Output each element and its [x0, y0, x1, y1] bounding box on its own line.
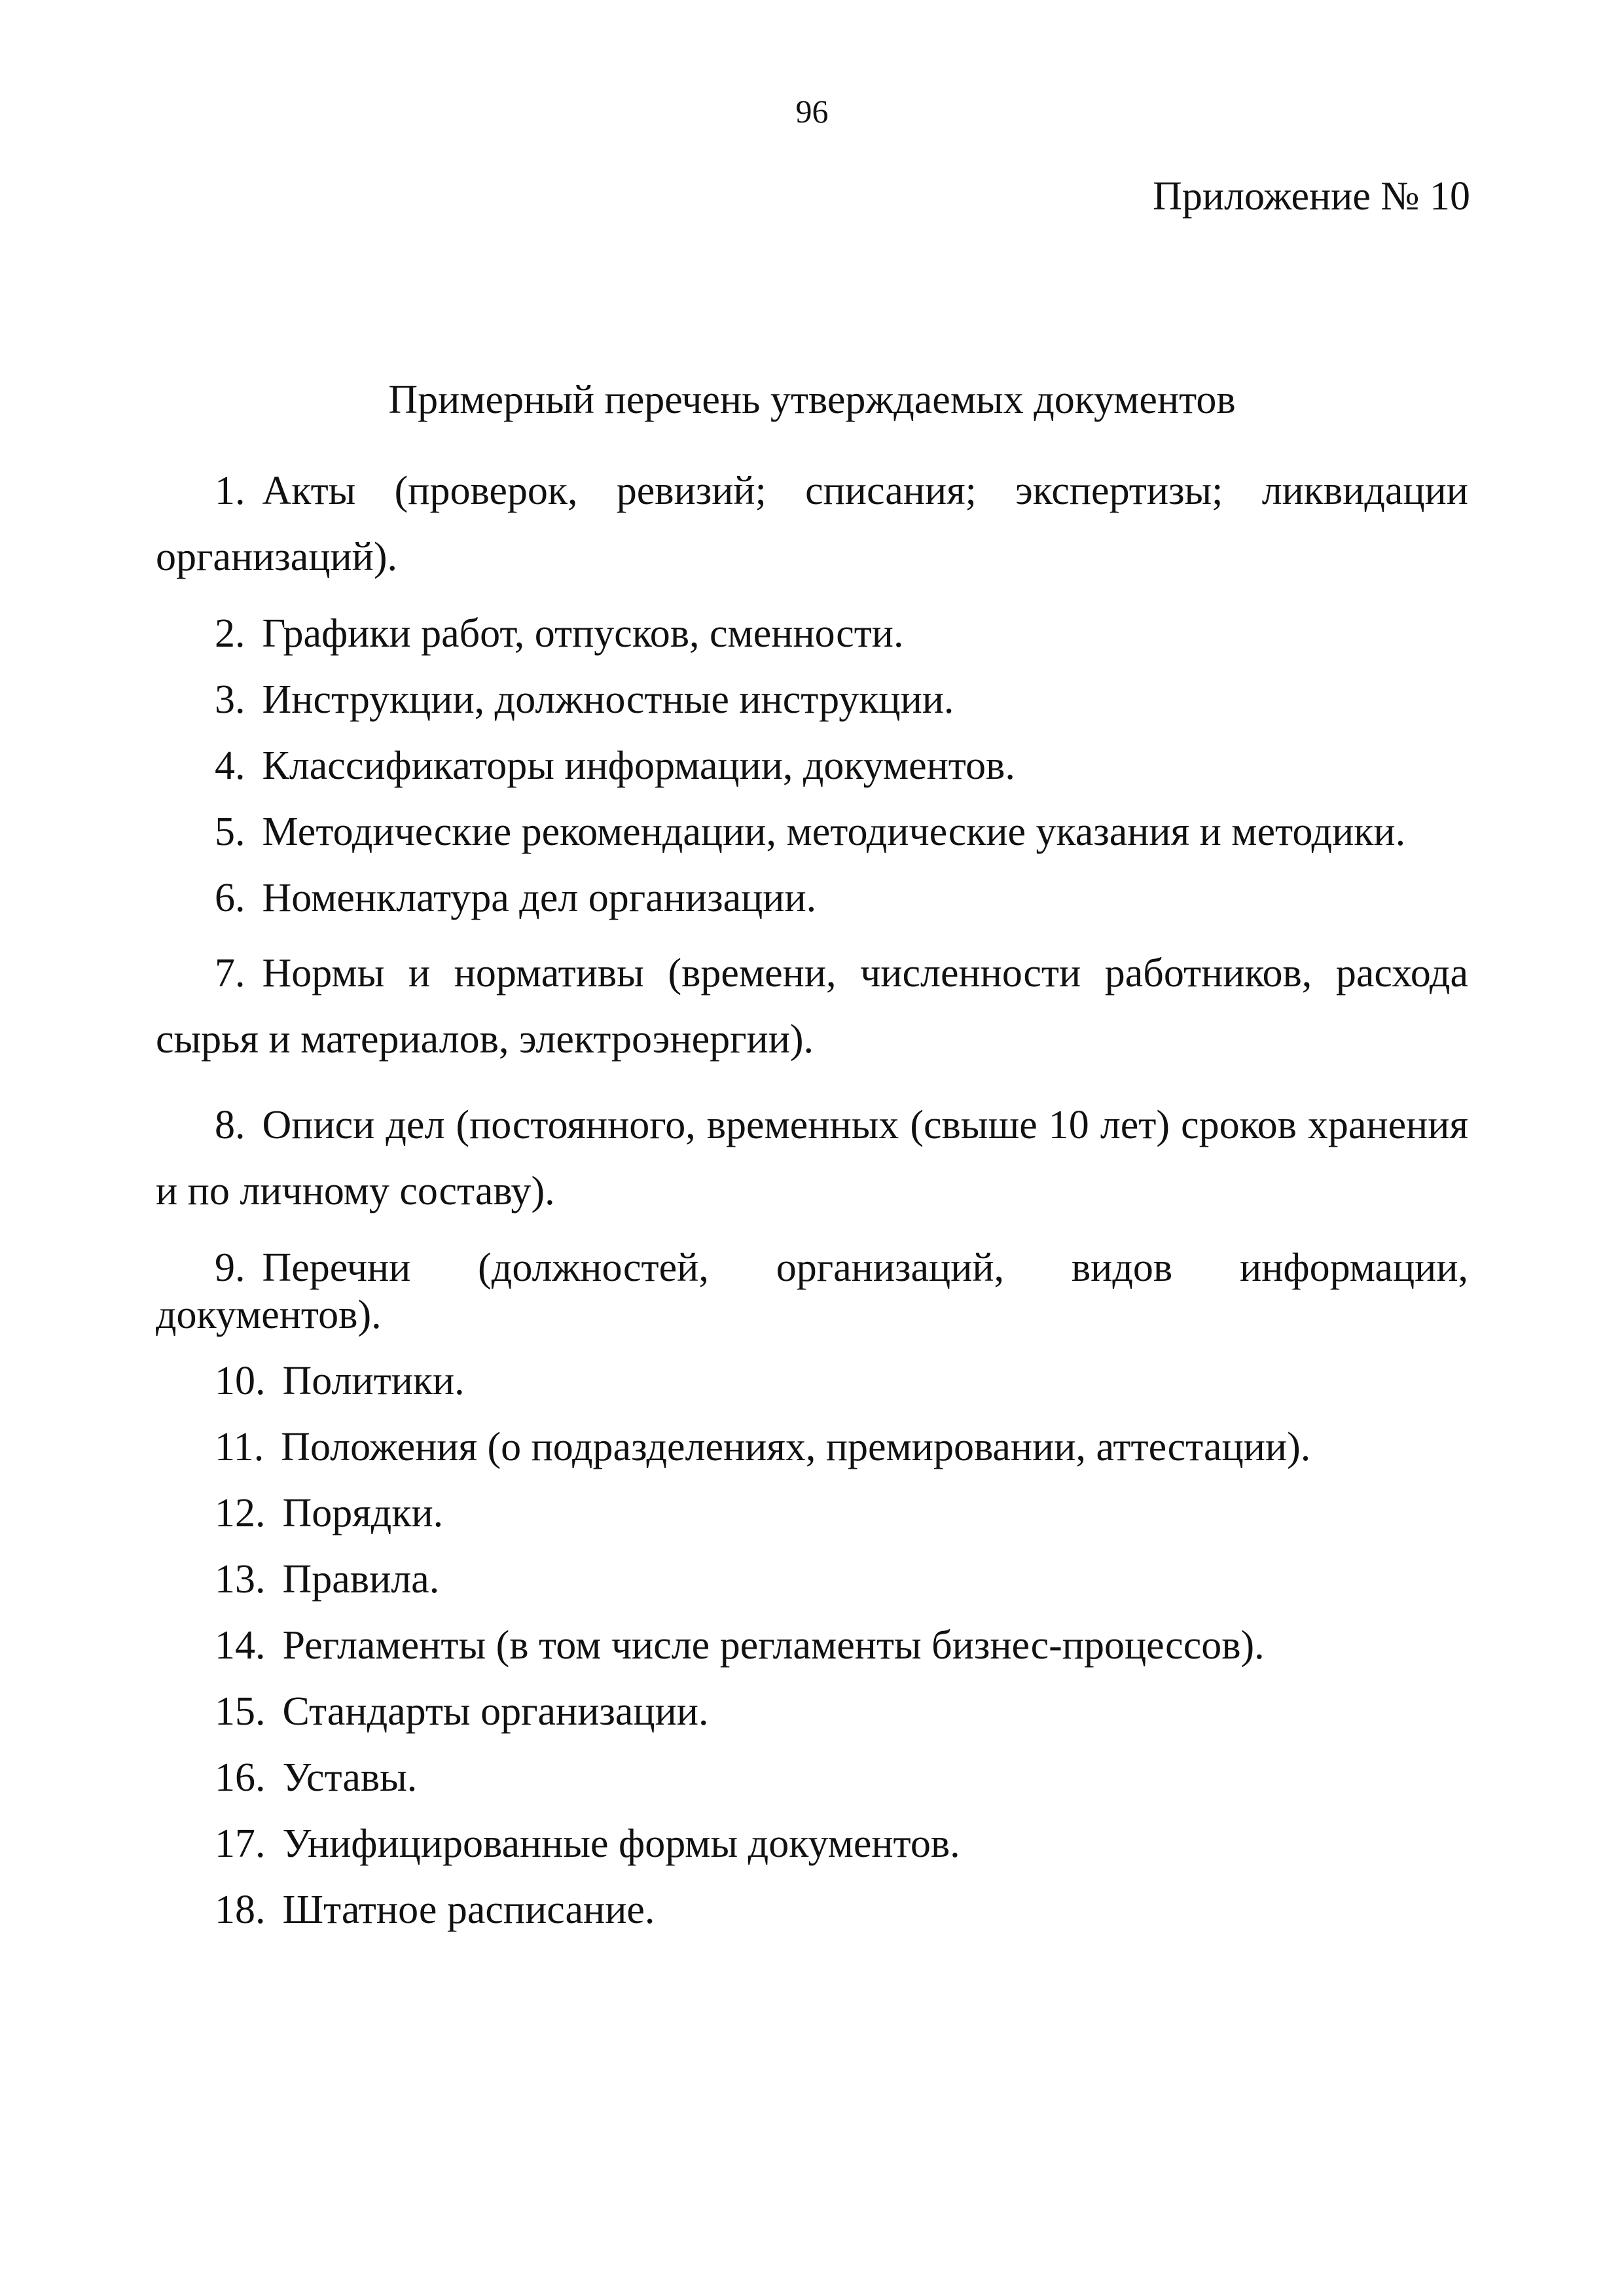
list-item	[156, 1754, 1468, 1801]
list-item-text: Унифицированные формы документов.	[282, 1821, 960, 1866]
list-item	[156, 1424, 1468, 1471]
list-item-number: 2.	[215, 611, 245, 656]
list-item	[156, 1820, 1468, 1867]
list-item-number: 18.	[215, 1888, 266, 1932]
list-item-number: 12.	[215, 1491, 266, 1535]
page-number: 96	[795, 93, 829, 130]
list-item-number: 9.	[215, 1246, 245, 1290]
list-item-text: Номенклатура дел организации.	[262, 876, 817, 920]
list-item	[156, 1886, 1468, 1933]
list-item-text: Уставы.	[282, 1755, 418, 1800]
list-item	[156, 1092, 1468, 1225]
list-item-text: Описи дел (постоянного, временных (свыше 10 лет) сроков хранения и по личному составу).	[156, 1103, 1468, 1213]
list-item-number: 6.	[215, 876, 245, 920]
list-item-text: Регламенты (в том числе регламенты бизнес-процессов).	[282, 1623, 1265, 1668]
list-item-text: Методические рекомендации, методические указания и методики.	[262, 810, 1406, 854]
list-item	[156, 610, 1468, 657]
list-item	[156, 742, 1468, 789]
list-item-text: Порядки.	[282, 1491, 444, 1535]
list-item	[156, 1244, 1468, 1338]
list-item	[156, 1357, 1468, 1405]
list-item-text: Положения (о подразделениях, премировании, аттестации).	[281, 1425, 1311, 1469]
list-item-text: Штатное расписание.	[282, 1888, 655, 1932]
list-item-number: 1.	[215, 469, 245, 513]
list-item-number: 15.	[215, 1689, 266, 1734]
list-item	[156, 676, 1468, 723]
list-item-number: 8.	[215, 1103, 245, 1147]
list-item-text: Инструкции, должностные инструкции.	[262, 677, 954, 722]
list-item	[156, 1688, 1468, 1735]
document-title: Примерный перечень утверждаемых документов	[388, 378, 1236, 422]
list-item	[156, 458, 1468, 590]
list-item-number: 16.	[215, 1755, 266, 1800]
list-item-text: Стандарты организации.	[282, 1689, 709, 1734]
list-item-number: 4.	[215, 744, 245, 788]
list-item	[156, 1556, 1468, 1603]
list-item-number: 7.	[215, 951, 245, 996]
list-item	[156, 1622, 1468, 1669]
list-item	[156, 941, 1468, 1073]
documents-list	[156, 458, 1468, 1952]
list-item-number: 11.	[215, 1425, 264, 1469]
list-item	[156, 1490, 1468, 1537]
list-item-text: Нормы и нормативы (времени, численности работников, расхода сырья и материалов, электроэнергии).	[156, 951, 1468, 1062]
list-item-text: Графики работ, отпусков, сменности.	[262, 611, 904, 656]
appendix-label: Приложение № 10	[1153, 174, 1470, 219]
list-item-text: Правила.	[282, 1557, 440, 1602]
list-item-number: 5.	[215, 810, 245, 854]
list-item-number: 13.	[215, 1557, 266, 1602]
list-item-text: Акты (проверок, ревизий; списания; экспертизы; ликвидации организаций).	[156, 469, 1468, 579]
list-item-number: 14.	[215, 1623, 266, 1668]
list-item-number: 3.	[215, 677, 245, 722]
list-item-text: Перечни (должностей, организаций, видов информации, документов).	[156, 1246, 1468, 1337]
list-item	[156, 874, 1468, 922]
list-item	[156, 808, 1468, 855]
list-item-number: 17.	[215, 1821, 266, 1866]
list-item-number: 10.	[215, 1359, 266, 1403]
list-item-text: Классификаторы информации, документов.	[262, 744, 1015, 788]
list-item-text: Политики.	[282, 1359, 465, 1403]
